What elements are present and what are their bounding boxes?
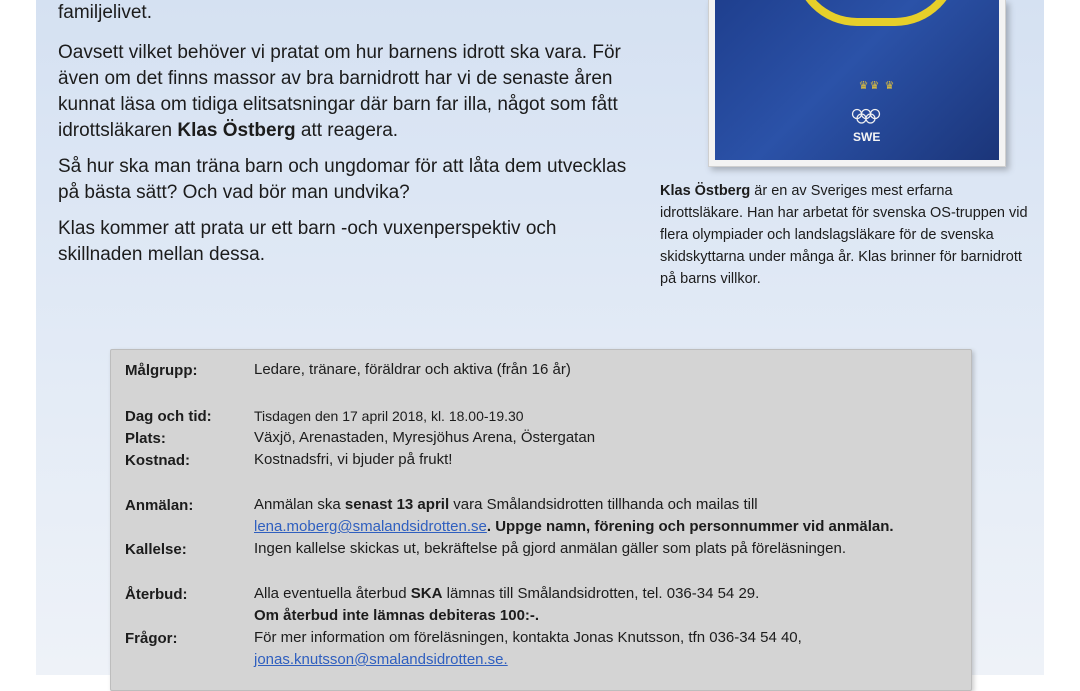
anmalan-instructions: . Uppge namn, förening och personnummer vid anmälan. xyxy=(486,518,894,535)
three-crowns-icon: ♛♛ ♛ xyxy=(858,80,896,92)
malgrupp-label: Målgrupp: xyxy=(125,362,198,379)
aterbud-text-end: lämnas till Smålandsidrotten, tel. 036-34 54 29. xyxy=(442,585,760,602)
intro-line-familjelivet: familjelivet. xyxy=(58,2,152,23)
intro-paragraph-2: Så hur ska man träna barn och ungdomar för att låta dem utvecklas på bästa sätt? Och vad bör man undvika? xyxy=(58,156,627,203)
intro-paragraph-1-text: Oavsett vilket behöver vi pratat om hur barnens idrott ska vara. För även om det finns massor av bra barnidrott har vi de senaste åren kunnat läsa om tidiga elitsatsningar där barn far illa, något som fått idrottsläkaren xyxy=(58,42,621,141)
plats-value: Växjö, Arenastaden, Myresjöhus Arena, Östergatan xyxy=(254,429,596,446)
event-info-box xyxy=(110,349,972,691)
shirt-collar-graphic xyxy=(793,0,959,26)
anmalan-deadline: senast 13 april xyxy=(344,496,450,513)
anmalan-text-end: vara Smålandsidrotten tillhanda och mailas till xyxy=(449,496,758,513)
malgrupp-value: Ledare, tränare, föräldrar och aktiva (från 16 år) xyxy=(254,361,571,378)
intro-text xyxy=(58,0,638,278)
aterbud-value xyxy=(254,583,964,627)
anmalan-label: Anmälan: xyxy=(125,497,194,514)
aterbud-fee-notice: Om återbud inte lämnas debiteras 100:-. xyxy=(254,607,540,624)
dag-value: Tisdagen den 17 april 2018, kl. 18.00-19.30 xyxy=(254,408,524,424)
anmalan-text: Anmälan ska xyxy=(254,496,345,513)
olympic-rings-icon xyxy=(851,108,881,127)
caption-text: är en av Sveriges mest erfarna idrottsläkare. Han har arbetat för svenska OS-truppen vid flera olympiader och landslagsläkare för de svenska skidskyttarna under många år. Klas brinner för barnidrott på barns villkor. xyxy=(660,183,1028,287)
kallelse-value: Ingen kallelse skickas ut, bekräftelse på gjord anmälan gäller som plats på föreläsningen. xyxy=(254,540,847,557)
anmalan-email-link[interactable]: lena.moberg@smalandsidrotten.se xyxy=(254,518,487,535)
speaker-photo-frame xyxy=(708,0,1006,167)
fragor-email-link[interactable]: jonas.knutsson@smalandsidrotten.se. xyxy=(254,651,508,668)
speaker-photo xyxy=(715,0,999,160)
photo-caption xyxy=(660,180,1030,290)
dag-label: Dag och tid: xyxy=(125,408,212,425)
intro-name-bold: Klas Östberg xyxy=(177,120,296,141)
kostnad-label: Kostnad: xyxy=(125,452,190,469)
aterbud-text: Alla eventuella återbud xyxy=(254,585,411,602)
anmalan-value xyxy=(254,494,964,538)
aterbud-label: Återbud: xyxy=(125,586,188,603)
kallelse-label: Kallelse: xyxy=(125,541,187,558)
aterbud-ska: SKA xyxy=(410,585,443,602)
intro-paragraph-1 xyxy=(58,40,638,144)
plats-label: Plats: xyxy=(125,430,166,447)
fragor-label: Frågor: xyxy=(125,630,178,647)
swe-shirt-text: SWE xyxy=(853,130,881,144)
caption-name: Klas Östberg xyxy=(660,183,751,199)
fragor-text: För mer information om föreläsningen, kontakta Jonas Knutsson, tfn 036-34 54 40, xyxy=(254,629,802,646)
intro-paragraph-3: Klas kommer att prata ur ett barn -och vuxenperspektiv och skillnaden mellan dessa. xyxy=(58,218,557,265)
fragor-value xyxy=(254,627,964,671)
intro-paragraph-1-end: att reagera. xyxy=(295,120,399,141)
kostnad-value: Kostnadsfri, vi bjuder på frukt! xyxy=(254,451,453,468)
